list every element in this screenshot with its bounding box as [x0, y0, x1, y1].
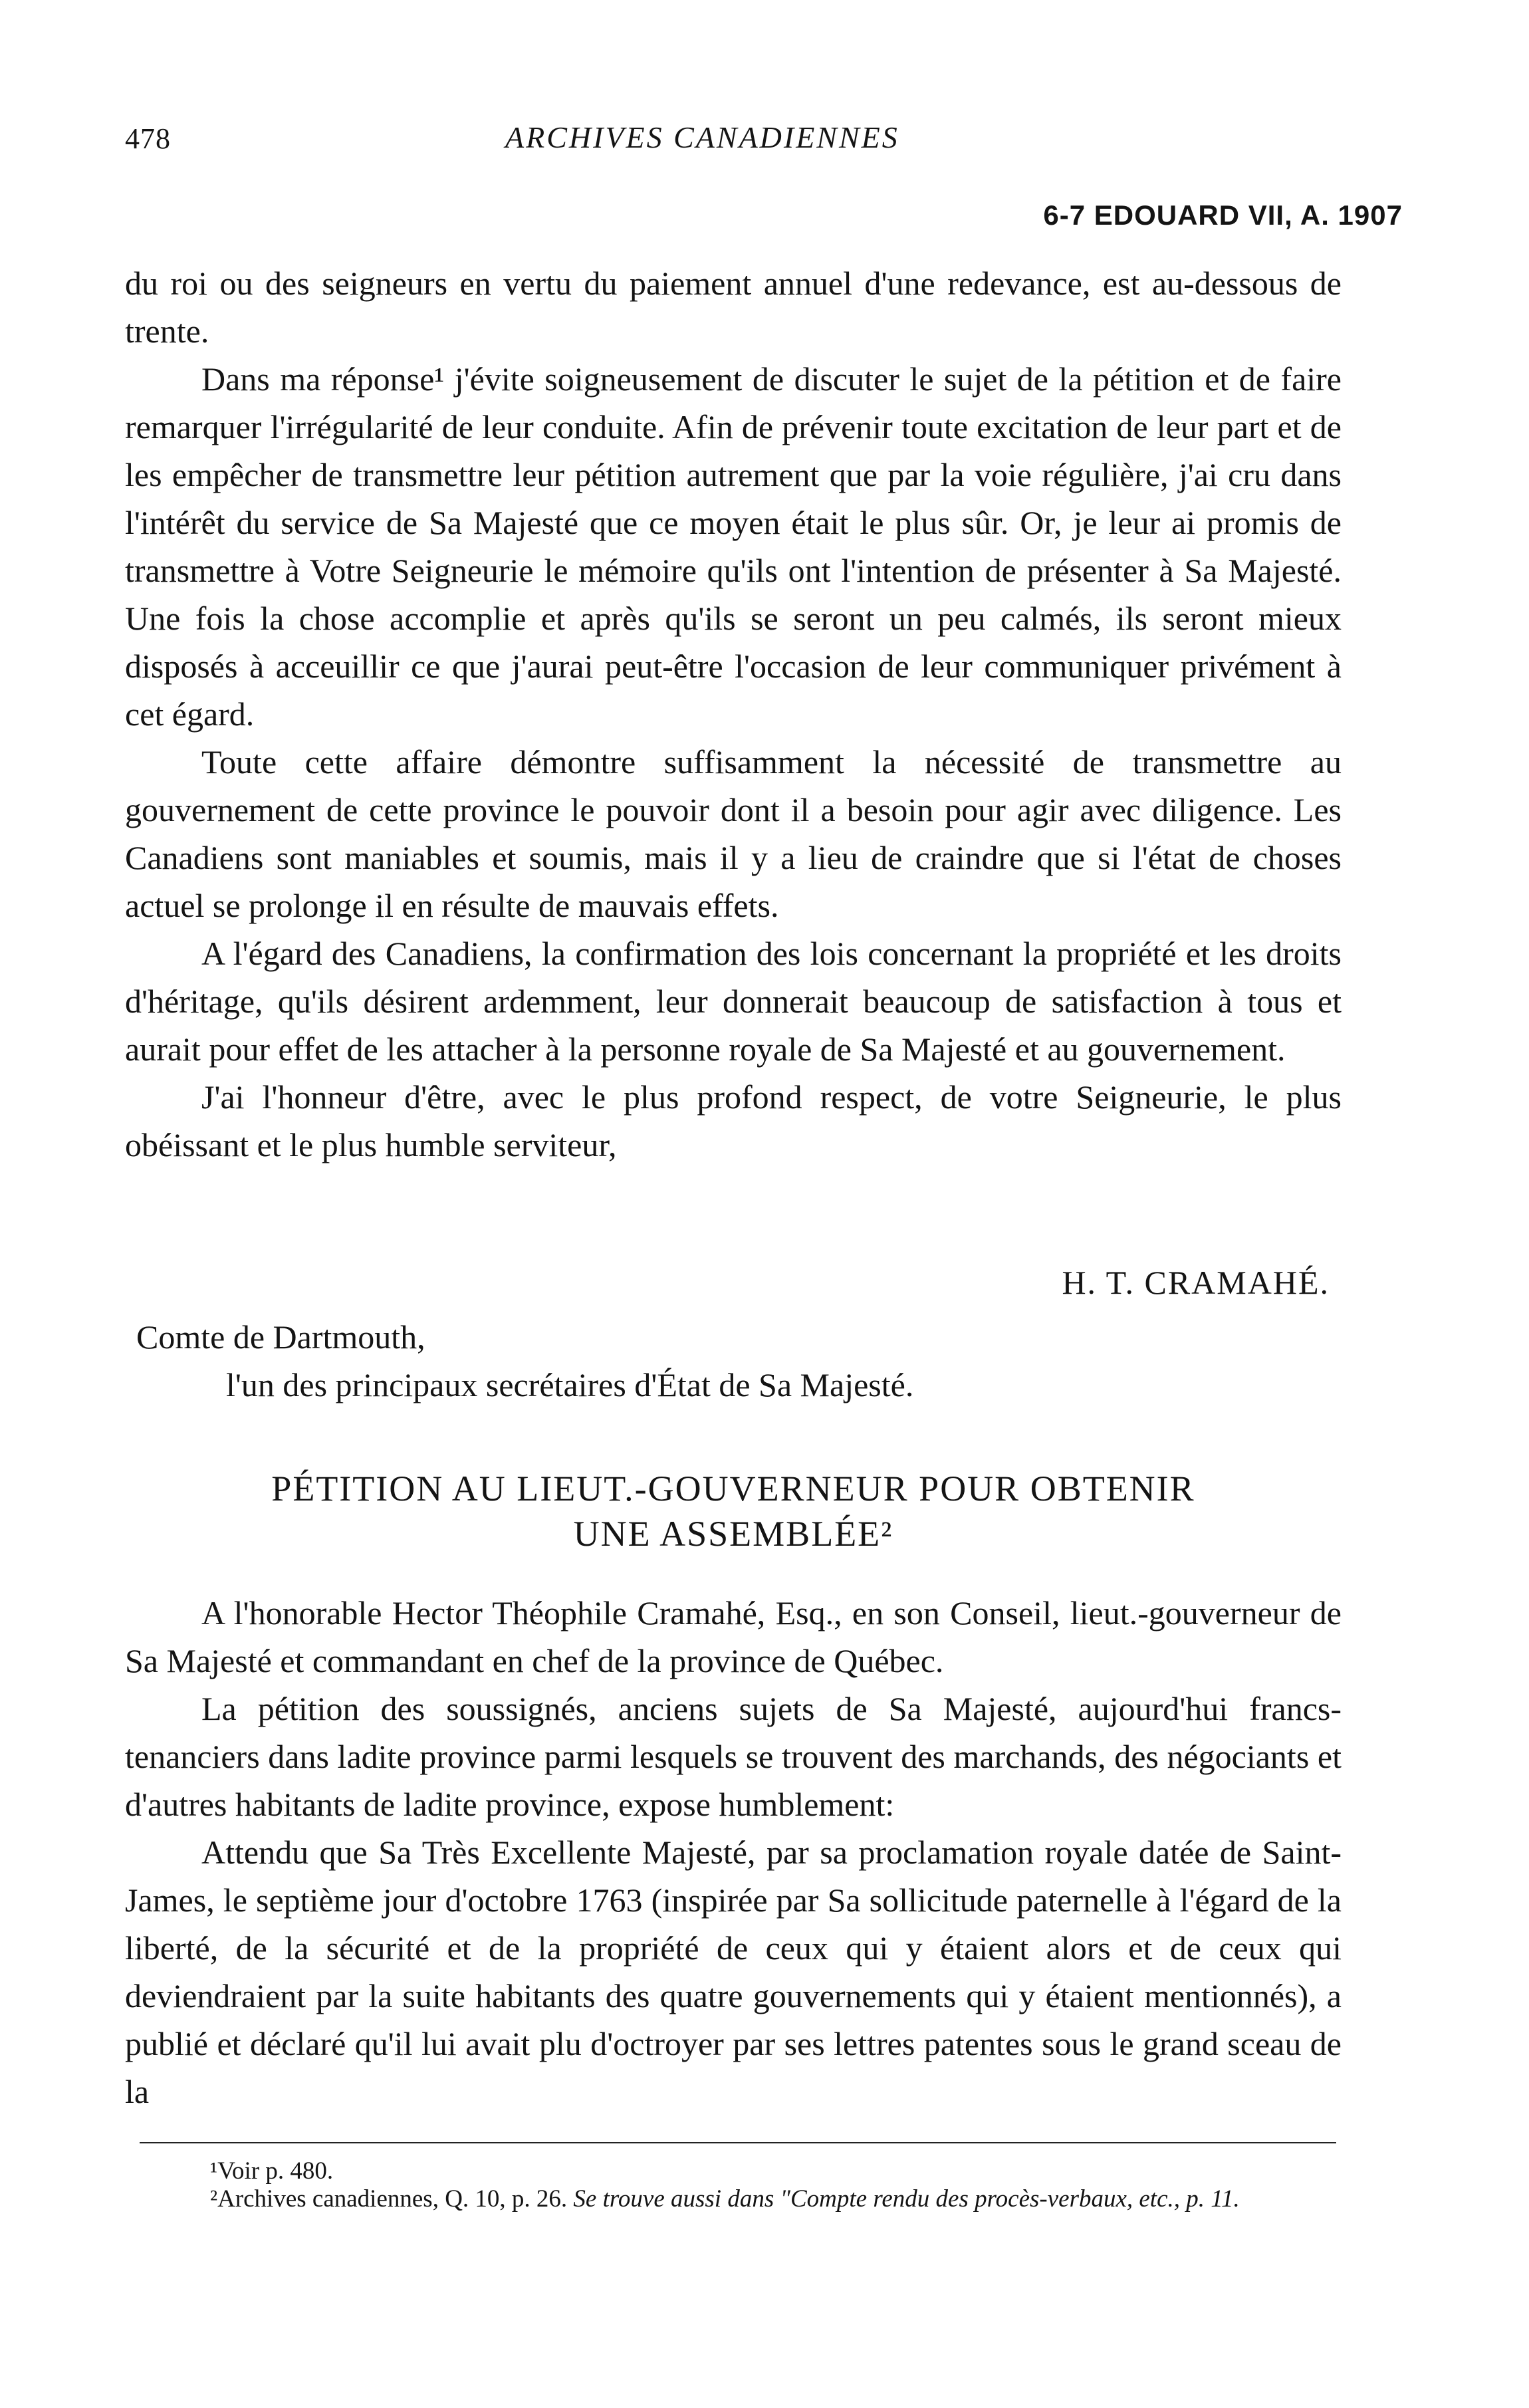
- running-title: ARCHIVES CANADIENNES: [505, 120, 899, 154]
- footnote-2-source: ²Archives canadiennes, Q. 10, p. 26.: [210, 2185, 568, 2213]
- letter-body: [125, 259, 1342, 1169]
- petition-body: [125, 1589, 1342, 2115]
- footnote-2-note: Se trouve aussi dans "Compte rendu des procès-verbaux, etc., p. 11.: [573, 2185, 1240, 2213]
- footnote-2: [125, 2185, 1342, 2213]
- footnotes: [125, 2157, 1342, 2213]
- letter-paragraph: Dans ma réponse¹ j'évite soigneusement de discuter le sujet de la pétition et de faire remarquer l'irrégularité de leur conduite. Afin de prévenir toute excitation de leur part et de les empêcher de transmettre leur pétition autrement que par la voie régulière, j'ai cru dans l'intérêt du service de Sa Majesté que ce moyen était le plus sûr. Or, je leur ai promis de transmettre à Votre Seigneurie le mémoire qu'ils ont l'intention de présenter à Sa Majesté. Une fois la chose accomplie et après qu'ils se seront un peu calmés, ils seront mieux disposés à acceuillir ce que j'aurai peut-être l'occasion de leur communiquer privément à cet égard.: [125, 360, 1342, 733]
- footnote-divider: [140, 2142, 1336, 2143]
- petition-paragraph: A l'honorable Hector Théophile Cramahé, Esq., en son Conseil, lieut.-gouverneur de Sa Majesté et commandant en chef de la province de Québec.: [125, 1594, 1342, 1679]
- petition-paragraph: Attendu que Sa Très Excellente Majesté, par sa proclamation royale datée de Saint-James, le septième jour d'octobre 1763 (inspirée par Sa sollicitude paternelle à l'égard de la liberté, de la sécurité et de la propriété de ceux qui y étaient alors et de ceux qui deviendraient par la suite habitants des quatre gouvernements qui y étaient mentionnés), a publié et déclaré qu'il lui avait plu d'octroyer par ses lettres patentes sous le grand sceau de la: [125, 1834, 1342, 2110]
- addressee-name: Comte de Dartmouth,: [136, 1318, 425, 1356]
- footnote-1: ¹Voir p. 480.: [210, 2157, 334, 2185]
- page-number: 478: [125, 122, 171, 155]
- letter-paragraph: Toute cette affaire démontre suffisamment la nécessité de transmettre au gouvernement de cette province le pouvoir dont il a besoin pour agir avec diligence. Les Canadiens sont maniables et soumis, mais il y a lieu de craindre que si l'état de choses actuel se prolonge il en résulte de mauvais effets.: [125, 743, 1342, 924]
- petition-paragraph: La pétition des soussignés, anciens sujets de Sa Majesté, aujourd'hui francs-tenanciers dans ladite province parmi lesquels se trouvent des marchands, des négociants et d'autres habitants de ladite province, expose humblement:: [125, 1690, 1342, 1823]
- letter-paragraph: A l'égard des Canadiens, la confirmation des lois concernant la propriété et les droits d'héritage, qu'ils désirent ardemment, leur donnerait beaucoup de satisfaction à tous et aurait pour effet de les attacher à la personne royale de Sa Majesté et au gouvernement.: [125, 935, 1342, 1068]
- heading-line-1: PÉTITION AU LIEUT.-GOUVERNEUR POUR OBTENIR: [271, 1469, 1195, 1508]
- letter-paragraph: du roi ou des seigneurs en vertu du paiement annuel d'une redevance, est au-dessous de trente.: [125, 265, 1342, 350]
- addressee-title: l'un des principaux secrétaires d'État de Sa Majesté.: [226, 1366, 914, 1403]
- heading-line-2: UNE ASSEMBLÉE²: [573, 1514, 893, 1554]
- edition-label: 6-7 EDOUARD VII, A. 1907: [1043, 199, 1403, 231]
- letter-closing: J'ai l'honneur d'être, avec le plus profond respect, de votre Seigneurie, le plus obéissant et le plus humble serviteur,: [125, 1078, 1342, 1163]
- section-heading: [125, 1466, 1342, 1556]
- addressee: [136, 1313, 913, 1409]
- signature: H. T. CRAMAHÉ.: [1062, 1264, 1330, 1301]
